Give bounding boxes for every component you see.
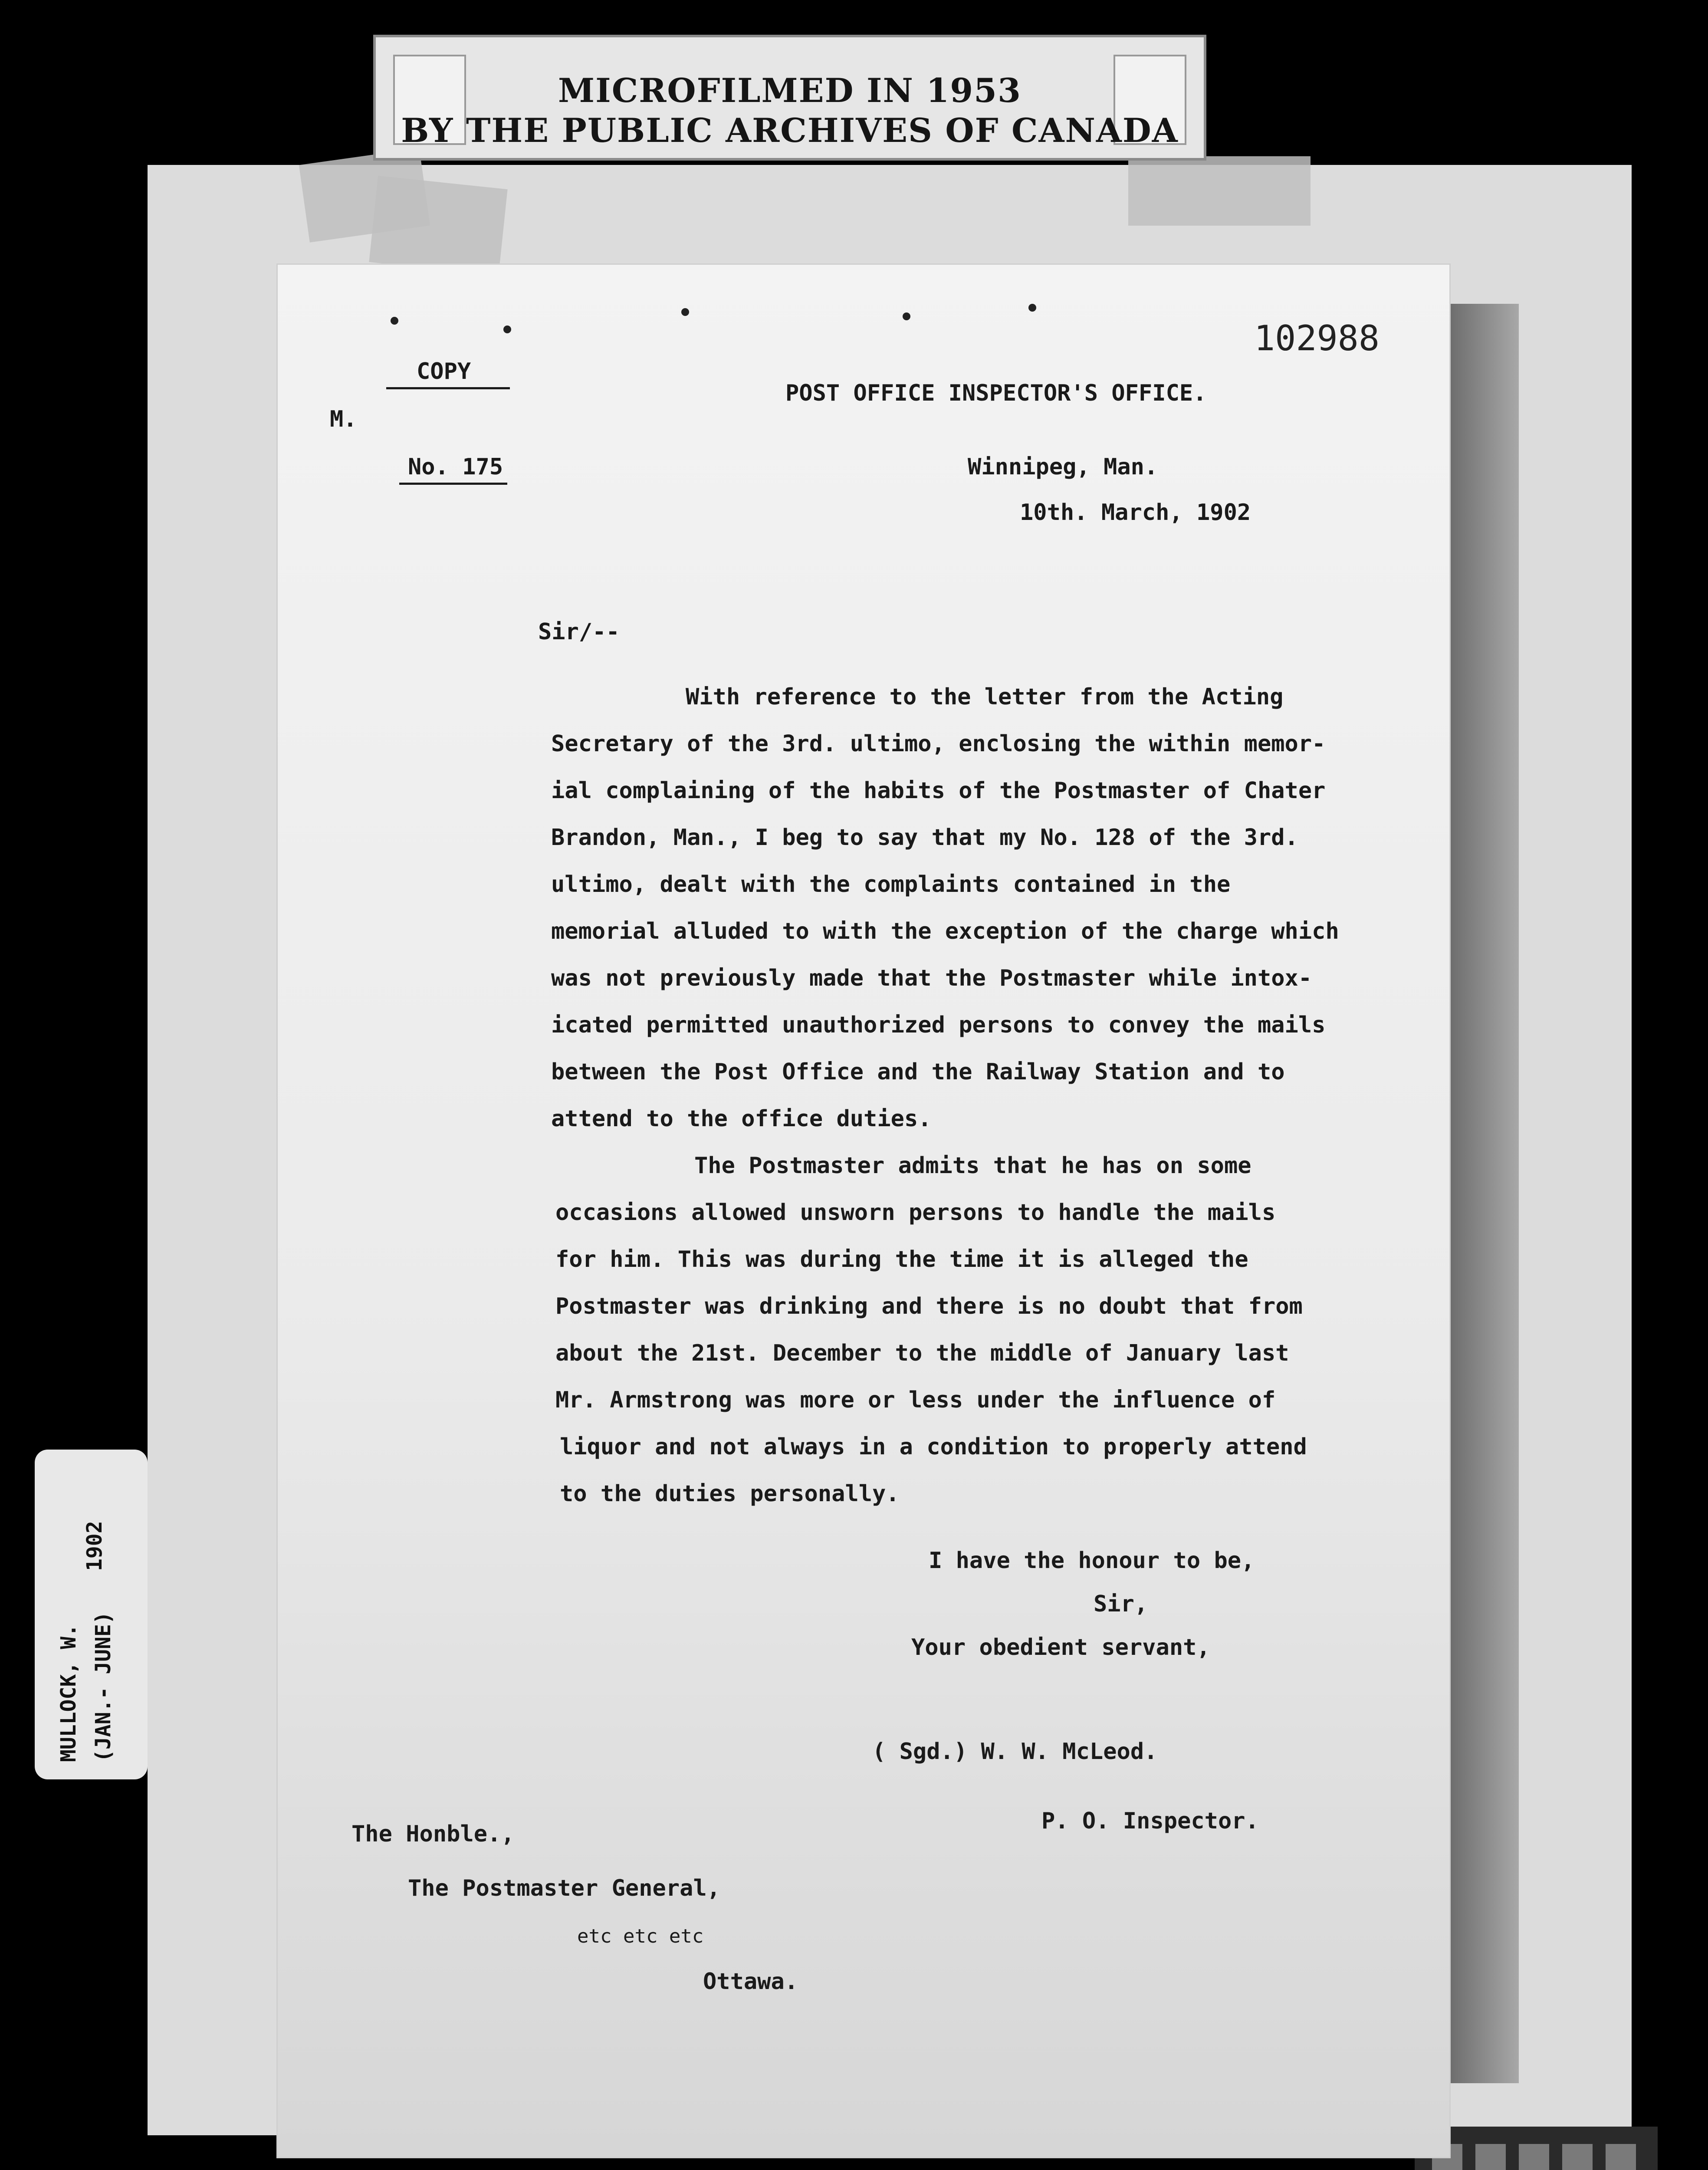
- addressee-line-2: The Postmaster General,: [408, 1875, 721, 1901]
- m-mark: M.: [330, 406, 357, 432]
- closing-line-2: Sir,: [1094, 1591, 1148, 1617]
- body-line: The Postmaster admits that he has on some: [694, 1153, 1251, 1179]
- tape-piece: [369, 176, 507, 276]
- date-line: 10th. March, 1902: [1020, 500, 1251, 526]
- body-line: ial complaining of the habits of the Postmaster of Chater: [551, 778, 1326, 804]
- closing-line-1: I have the honour to be,: [929, 1548, 1255, 1574]
- body-line: liquor and not always in a condition to properly attend: [560, 1434, 1307, 1460]
- addressee-line-3: etc etc etc: [577, 1925, 704, 1947]
- office-heading: POST OFFICE INSPECTOR'S OFFICE.: [785, 380, 1207, 406]
- addressee-line-1: The Honble.,: [351, 1821, 515, 1847]
- letter-page: [278, 265, 1449, 2157]
- addressee-line-4: Ottawa.: [703, 1969, 798, 1995]
- signatory-title: P. O. Inspector.: [1041, 1808, 1259, 1834]
- body-line: Postmaster was drinking and there is no doubt that from: [555, 1293, 1303, 1319]
- body-line: occasions allowed unsworn persons to handle the mails: [555, 1200, 1276, 1226]
- body-line: for him. This was during the time it is alleged the: [555, 1246, 1248, 1272]
- banner-line-1: MICROFILMED IN 1953: [558, 71, 1022, 110]
- salutation: Sir/--: [538, 619, 620, 645]
- side-label-name: MULLOCK, W.: [56, 1624, 81, 1762]
- copy-mark: COPY: [386, 360, 510, 389]
- body-line: was not previously made that the Postmaster while intox-: [551, 965, 1312, 991]
- body-line: icated permitted unauthorized persons to convey the mails: [551, 1012, 1326, 1038]
- reference-number: No. 175: [399, 456, 507, 485]
- tape-piece: [1128, 156, 1311, 226]
- side-label-range: (JAN.- JUNE): [91, 1611, 115, 1762]
- signature: ( Sgd.) W. W. McLeod.: [872, 1739, 1158, 1765]
- body-line: attend to the office duties.: [551, 1106, 932, 1132]
- film-strip-edge: [1415, 2127, 1658, 2170]
- body-line: to the duties personally.: [560, 1481, 900, 1507]
- side-label-year: 1902: [82, 1521, 107, 1571]
- body-line: about the 21st. December to the middle of January last: [555, 1340, 1289, 1366]
- body-line: ultimo, dealt with the complaints contained in the: [551, 871, 1231, 898]
- body-line: With reference to the letter from the Acting: [686, 684, 1284, 710]
- microfilm-banner: [373, 35, 1206, 161]
- closing-line-3: Your obedient servant,: [911, 1634, 1210, 1660]
- document-number: 102988: [1254, 318, 1380, 358]
- place-line: Winnipeg, Man.: [968, 454, 1158, 480]
- body-line: between the Post Office and the Railway Station and to: [551, 1059, 1285, 1085]
- body-line: Mr. Armstrong was more or less under the influence of: [555, 1387, 1276, 1413]
- body-line: memorial alluded to with the exception of the charge which: [551, 918, 1339, 944]
- body-line: Brandon, Man., I beg to say that my No. 128 of the 3rd.: [551, 825, 1298, 851]
- body-line: Secretary of the 3rd. ultimo, enclosing the within memor-: [551, 731, 1326, 757]
- banner-line-2: BY THE PUBLIC ARCHIVES OF CANADA: [401, 111, 1179, 150]
